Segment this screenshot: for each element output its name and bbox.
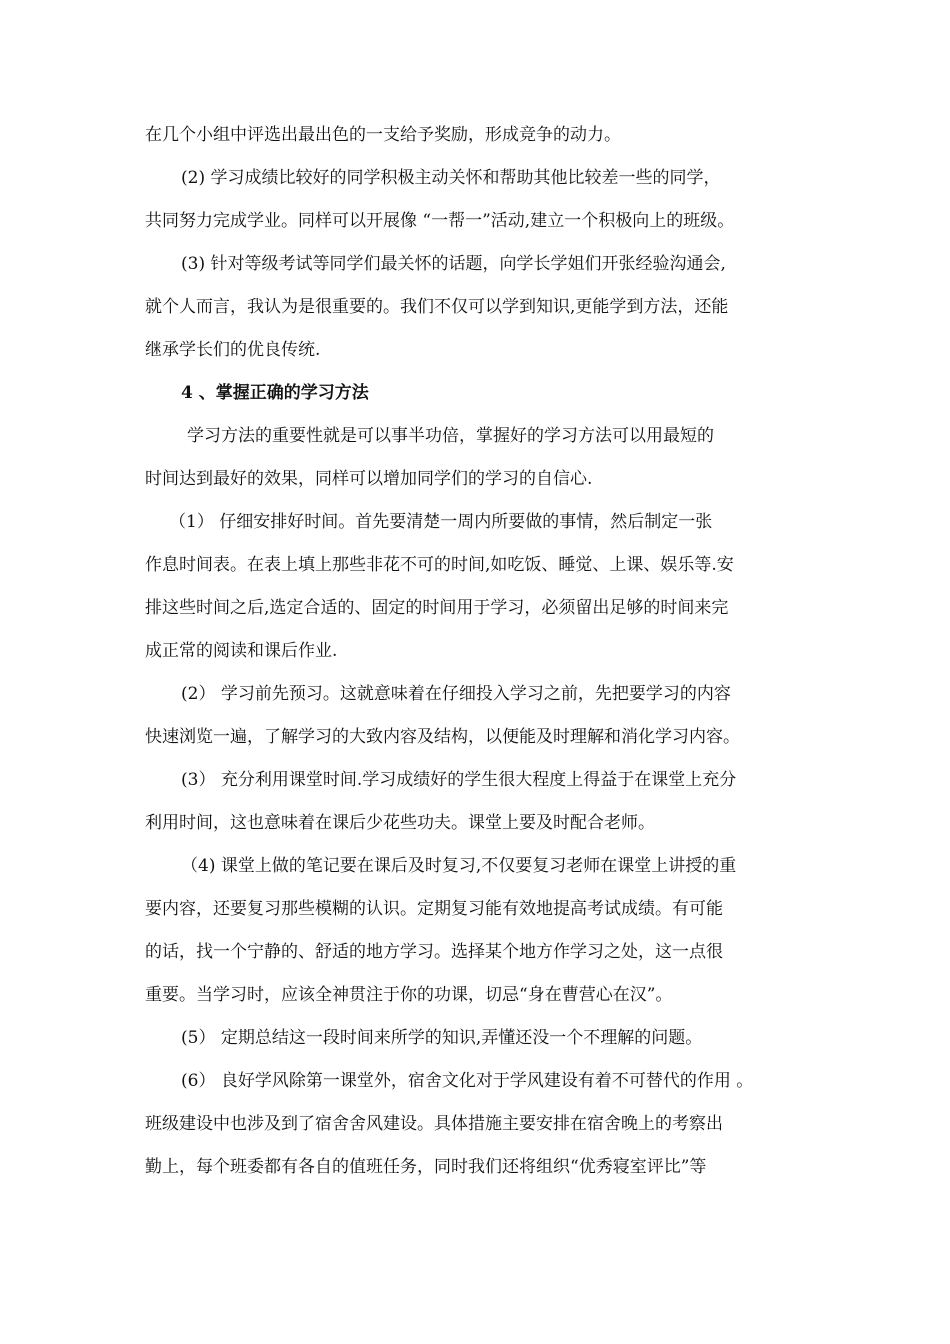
text-line: (3) 针对等级考试等同学们最关怀的话题，向学长学姐们开张经验沟通会,	[181, 254, 726, 274]
text-line: 排这些时间之后,选定合适的、固定的时间用于学习，必须留出足够的时间来完	[145, 598, 729, 618]
text-line: 继承学长们的优良传统.	[145, 340, 321, 360]
text-line: 利用时间，这也意味着在课后少花些功夫。课堂上要及时配合老师。	[145, 813, 655, 833]
text-line: 学习方法的重要性就是可以事半功倍，掌握好的学习方法可以用最短的	[187, 426, 714, 446]
text-line: 要内容，还要复习那些模糊的认识。定期复习能有效地提高考试成绩。有可能	[145, 899, 723, 919]
text-line: 的话，找一个宁静的、舒适的地方学习。选择某个地方作学习之处，这一点很	[145, 942, 723, 962]
text-line: (2） 学习前先预习。这就意味着在仔细投入学习之前，先把要学习的内容	[181, 684, 731, 704]
text-line: 在几个小组中评选出最出色的一支给予奖励，形成竞争的动力。	[145, 125, 621, 145]
text-line: (2) 学习成绩比较好的同学积极主动关怀和帮助其他比较差一些的同学，	[181, 168, 721, 188]
text-line: (5） 定期总结这一段时间来所学的知识,弄懂还没一个不理解的问题。	[181, 1028, 703, 1048]
section-heading: 4 、掌握正确的学习方法	[181, 383, 369, 403]
text-line: 班级建设中也涉及到了宿舍舍风建设。具体措施主要安排在宿舍晚上的考察出	[145, 1114, 723, 1134]
text-line: (6） 良好学风除第一课堂外，宿舍文化对于学风建设有着不可替代的作用 。	[181, 1071, 754, 1091]
text-line: 成正常的阅读和课后作业.	[145, 641, 338, 661]
text-line: 就个人而言，我认为是很重要的。我们不仅可以学到知识,更能学到方法，还能	[145, 297, 729, 317]
text-line: 重要。当学习时，应该全神贯注于你的功课，切忌“身在曹营心在汉”。	[145, 985, 673, 1005]
text-line: 共同努力完成学业。同样可以开展像 “一帮一”活动,建立一个积极向上的班级。	[145, 211, 735, 231]
text-line: （4) 课堂上做的笔记要在课后及时复习,不仅要复习老师在课堂上讲授的重	[181, 856, 737, 876]
text-line: （1） 仔细安排好时间。首先要清楚一周内所要做的事情，然后制定一张	[169, 512, 713, 532]
text-line: 时间达到最好的效果，同样可以增加同学们的学习的自信心.	[145, 469, 593, 489]
text-line: 快速浏览一遍，了解学习的大致内容及结构，以便能及时理解和消化学习内容。	[145, 727, 740, 747]
text-line: (3） 充分利用课堂时间.学习成绩好的学生很大程度上得益于在课堂上充分	[181, 770, 737, 790]
text-line: 勤上，每个班委都有各自的值班任务，同时我们还将组织“优秀寝室评比”等	[145, 1157, 707, 1177]
text-line: 作息时间表。在表上填上那些非花不可的时间,如吃饭、睡觉、上课、娱乐等.安	[145, 555, 734, 575]
document-body	[145, 114, 815, 1189]
